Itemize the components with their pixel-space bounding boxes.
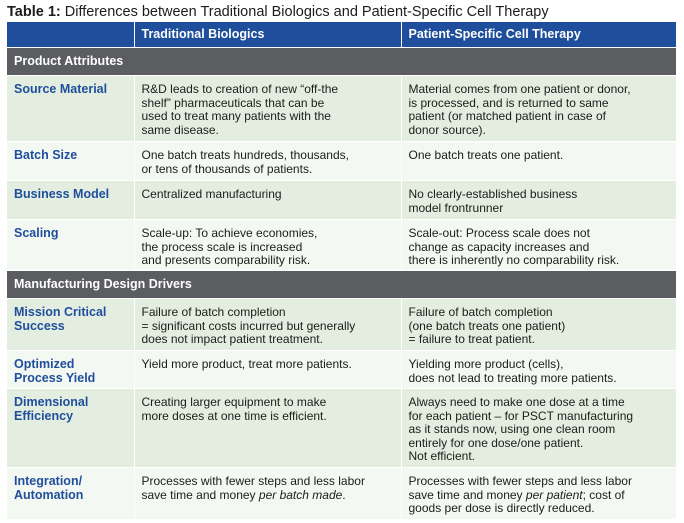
- row-label: Integration/ Automation: [7, 468, 134, 520]
- row-label: Dimensional Efficiency: [7, 389, 134, 468]
- traditional-cell: Yield more product, treat more patients.: [134, 351, 401, 389]
- table-row: [7, 181, 676, 220]
- pscs-cell: Scale-out: Process scale does not change as capacity increases and there is inherently no comparability risk.: [401, 220, 676, 271]
- header-pscs: Patient-Specific Cell Therapy: [401, 22, 676, 48]
- row-label: Mission Critical Success: [7, 299, 134, 351]
- pscs-cell: Yielding more product (cells), does not lead to treating more patients.: [401, 351, 676, 389]
- pscs-cell: Processes with fewer steps and less labor save time and money per patient; cost of goods per dose is directly reduced.: [401, 468, 676, 520]
- header-traditional: Traditional Biologics: [134, 22, 401, 48]
- traditional-cell: Failure of batch completion = significant costs incurred but generally does not impact patient treatment.: [134, 299, 401, 351]
- traditional-cell: Centralized manufacturing: [134, 181, 401, 220]
- row-label: Source Material: [7, 76, 134, 142]
- table-row: [7, 76, 676, 142]
- section-title: Product Attributes: [7, 48, 676, 76]
- pscs-cell: Material comes from one patient or donor, is processed, and is returned to same patient (or matched patient in case of donor source).: [401, 76, 676, 142]
- row-label: Scaling: [7, 220, 134, 271]
- traditional-cell: R&D leads to creation of new “off-the shelf” pharmaceuticals that can be used to treat many patients with the same disease.: [134, 76, 401, 142]
- pscs-cell: One batch treats one patient.: [401, 142, 676, 181]
- comparison-table: [7, 22, 676, 520]
- pscs-cell: Failure of batch completion (one batch treats one patient) = failure to treat patient.: [401, 299, 676, 351]
- section-row: [7, 48, 676, 76]
- traditional-cell: Processes with fewer steps and less labor save time and money per batch made.: [134, 468, 401, 520]
- table-row: [7, 142, 676, 181]
- table-row: [7, 351, 676, 389]
- row-label: Business Model: [7, 181, 134, 220]
- section-title: Manufacturing Design Drivers: [7, 271, 676, 299]
- traditional-cell: One batch treats hundreds, thousands, or tens of thousands of patients.: [134, 142, 401, 181]
- traditional-cell: Creating larger equipment to make more doses at one time is efficient.: [134, 389, 401, 468]
- traditional-cell: Scale-up: To achieve economies, the process scale is increased and presents comparability risk.: [134, 220, 401, 271]
- pscs-cell: No clearly-established business model frontrunner: [401, 181, 676, 220]
- caption-title: Differences between Traditional Biologics and Patient-Specific Cell Therapy: [64, 4, 549, 20]
- table-caption: [7, 4, 549, 21]
- table-row: [7, 389, 676, 468]
- pscs-cell: Always need to make one dose at a time for each patient – for PSCT manufacturing as it stands now, using one clean room entirely for one dose/one patient. Not efficient.: [401, 389, 676, 468]
- row-label: Batch Size: [7, 142, 134, 181]
- table-row: [7, 299, 676, 351]
- table-row: [7, 468, 676, 520]
- row-label: Optimized Process Yield: [7, 351, 134, 389]
- header-blank: [7, 22, 134, 48]
- header-row: [7, 22, 676, 48]
- section-row: [7, 271, 676, 299]
- caption-label: Table 1:: [7, 4, 61, 20]
- table-row: [7, 220, 676, 271]
